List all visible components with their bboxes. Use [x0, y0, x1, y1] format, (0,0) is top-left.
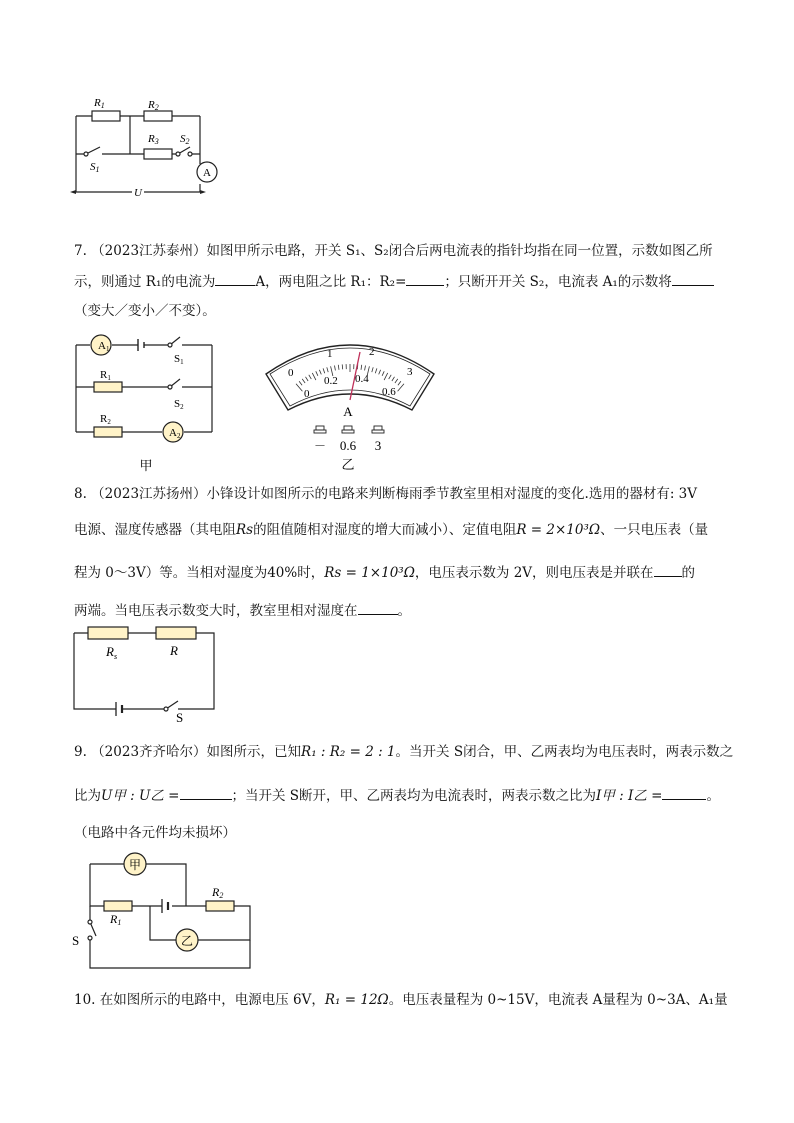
r1-label: R: [94, 97, 101, 109]
q9-text-2a: 比为: [74, 788, 101, 804]
caption-yi: 乙: [341, 457, 355, 472]
q7-line2: [74, 271, 714, 292]
q8-text-4a: 两端。当电压表示数变大时，教室里相对湿度在: [74, 603, 358, 619]
svg-text:Rs: [105, 644, 117, 661]
r2-label: R: [212, 885, 220, 899]
q7-blank-change[interactable]: [672, 271, 714, 286]
ammeter-label: A: [203, 167, 211, 179]
s-label: S: [176, 710, 184, 725]
q8-line2: [74, 520, 708, 540]
q10-line1: [74, 990, 728, 1010]
q9-ratio: R₁ : R₂ = 2 : 1: [301, 744, 396, 760]
r2-sub: 2: [154, 103, 159, 112]
svg-text:R3: [147, 133, 159, 146]
r1-label: R: [100, 369, 108, 381]
terminal-0.6: 0.6: [339, 438, 357, 453]
q9-line1: [74, 742, 733, 762]
resistor-r: [156, 627, 196, 639]
s1-label: S: [90, 161, 96, 173]
a1-sub: 1: [105, 345, 110, 353]
s2-label: S: [180, 133, 186, 145]
figure-q8-circuit: [70, 623, 220, 725]
r2-label: R: [100, 413, 108, 425]
resistor-r2: [144, 111, 172, 121]
s1-sub: 1: [95, 165, 100, 174]
figure-q6-circuit: [70, 90, 220, 202]
q8-r-value: R = 2×10³Ω: [516, 522, 601, 538]
q7-text-a: 示，则通过 R₁的电流为: [74, 274, 216, 290]
resistor-rs: [88, 627, 128, 639]
q8-text-d: 、一只电压表（量: [600, 522, 709, 538]
q9-i-ratio: I甲 : I乙 =: [596, 788, 663, 804]
q9-line3: （电路中各元件均未损坏）: [74, 825, 236, 841]
q7-blank-current[interactable]: [215, 271, 255, 286]
svg-text:R1: [100, 369, 111, 382]
outer-scale-3: 3: [407, 366, 413, 378]
q9-blank-current[interactable]: [662, 785, 706, 800]
q8-rs-symbol: Rs: [236, 522, 254, 538]
caption-jia: 甲: [139, 458, 153, 473]
q7-line3: （变大／变小／不变）。: [74, 303, 216, 319]
meter-jia-label: 甲: [128, 858, 142, 872]
inner-scale-1: 0.2: [324, 375, 338, 387]
q7-text-c: ；只断开开关 S₂，电流表 A₁的示数将: [444, 274, 672, 290]
q9-text-2e: 。: [706, 788, 720, 804]
inner-scale-3: 0.6: [382, 386, 396, 398]
svg-text:S1: [174, 353, 184, 366]
q8-rs-value: Rs = 1×10³Ω: [324, 565, 415, 581]
q8-text-4b: 。: [397, 603, 411, 619]
q9-text-2c: ；当开关 S断开，甲、乙两表均为电流表时，两表示数之比为: [231, 788, 597, 804]
svg-text:R2: [147, 99, 159, 112]
svg-text:S2: [174, 398, 184, 411]
rs-sub: s: [113, 652, 118, 661]
svg-text:S2: [180, 133, 190, 146]
q9-text-c: 。当开关 S闭合，甲、乙两表均为电压表时，两表示数之: [395, 744, 734, 760]
q8-text-3d: 的: [681, 565, 696, 581]
svg-text:R1: [93, 97, 105, 110]
q8-line4: [74, 600, 411, 621]
q8-text-a: 电源、湿度传感器（其电阻: [74, 522, 236, 538]
svg-text:R2: [100, 413, 111, 426]
meter-yi-label: 乙: [180, 934, 194, 948]
q9-u-ratio: U甲 : U乙 =: [101, 788, 180, 804]
inner-scale-0: 0: [304, 388, 310, 400]
r2-sub: 2: [219, 891, 224, 900]
r3-label: R: [148, 133, 155, 145]
r-label: R: [170, 643, 178, 658]
resistor-r3: [144, 149, 172, 159]
q9-line2: [74, 785, 720, 806]
q7-text-b: A，两电阻之比 R₁：R₂=: [255, 274, 407, 290]
r2-sub: 2: [107, 418, 111, 426]
q8-text-3c: ，电压表示数为 2V，则电压表是并联在: [414, 565, 654, 581]
r2-label: R: [148, 99, 155, 111]
q7-line1: 7. （2023江苏泰州）如图甲所示电路，开关 S₁、S₂闭合后两电流表的指针均指在同一位置，示数如图乙所: [74, 243, 713, 259]
rs-label: R: [106, 644, 114, 659]
q9-text-a: 9. （2023齐齐哈尔）如图所示，已知: [74, 744, 302, 760]
r3-sub: 3: [154, 137, 159, 146]
q8-line1: 8. （2023江苏扬州）小锋设计如图所示的电路来判断梅雨季节教室里相对湿度的变化.选用的器材有: 3V: [74, 486, 697, 502]
figure-q9-circuit: [70, 852, 256, 974]
s2-sub: 2: [185, 137, 190, 146]
outer-scale-1: 1: [327, 348, 333, 360]
r1-sub: 1: [107, 374, 111, 382]
r1-label: R: [110, 912, 118, 926]
figure-q7-yi-dial: [262, 330, 438, 476]
outer-scale-2: 2: [369, 346, 375, 358]
dial-unit: A: [343, 404, 353, 419]
terminal-minus: －: [313, 439, 327, 453]
s1-label: S: [174, 353, 181, 365]
s2-label: S: [174, 398, 181, 410]
q8-blank-humidity[interactable]: [358, 600, 398, 615]
q9-blank-voltage[interactable]: [180, 785, 232, 800]
q8-blank-parallel[interactable]: [654, 562, 682, 577]
resistor-r2: [94, 427, 122, 437]
q8-text-b: 的阻值随相对湿度的增大而减小）、定值电阻: [253, 522, 517, 538]
inner-scale-2: 0.4: [355, 373, 369, 385]
resistor-r1: [92, 111, 120, 121]
a1-label: A: [98, 340, 106, 352]
terminal-3: 3: [374, 438, 382, 453]
svg-text:S1: [90, 161, 100, 174]
q10-text-a: 10. 在如图所示的电路中，电源电压 6V，: [74, 992, 325, 1008]
q7-blank-ratio[interactable]: [406, 271, 444, 286]
q10-r1-value: R₁ = 12Ω: [324, 992, 389, 1008]
r1-sub: 1: [117, 918, 122, 927]
resistor-r1: [104, 901, 132, 911]
dial-tick: [342, 364, 343, 369]
s1-sub: 1: [180, 358, 184, 366]
figure-q7-jia: [70, 330, 220, 480]
q8-text-3a: 程为 0～3V）等。当相对湿度为40%时，: [74, 565, 325, 581]
svg-text:R1: [109, 912, 121, 927]
outer-scale-0: 0: [288, 367, 294, 379]
q10-text-c: 。电压表量程为 0~15V，电流表 A量程为 0~3A、A₁量: [388, 992, 728, 1008]
s2-sub: 2: [180, 403, 184, 411]
resistor-r1: [94, 382, 122, 392]
a2-sub: 2: [176, 432, 181, 440]
q8-line3: [74, 562, 695, 583]
u-label: U: [134, 187, 142, 199]
r1-sub: 1: [100, 101, 105, 110]
a2-label: A: [169, 427, 177, 439]
svg-text:R2: [211, 885, 223, 900]
resistor-r2: [206, 901, 234, 911]
s-label: S: [72, 933, 80, 948]
